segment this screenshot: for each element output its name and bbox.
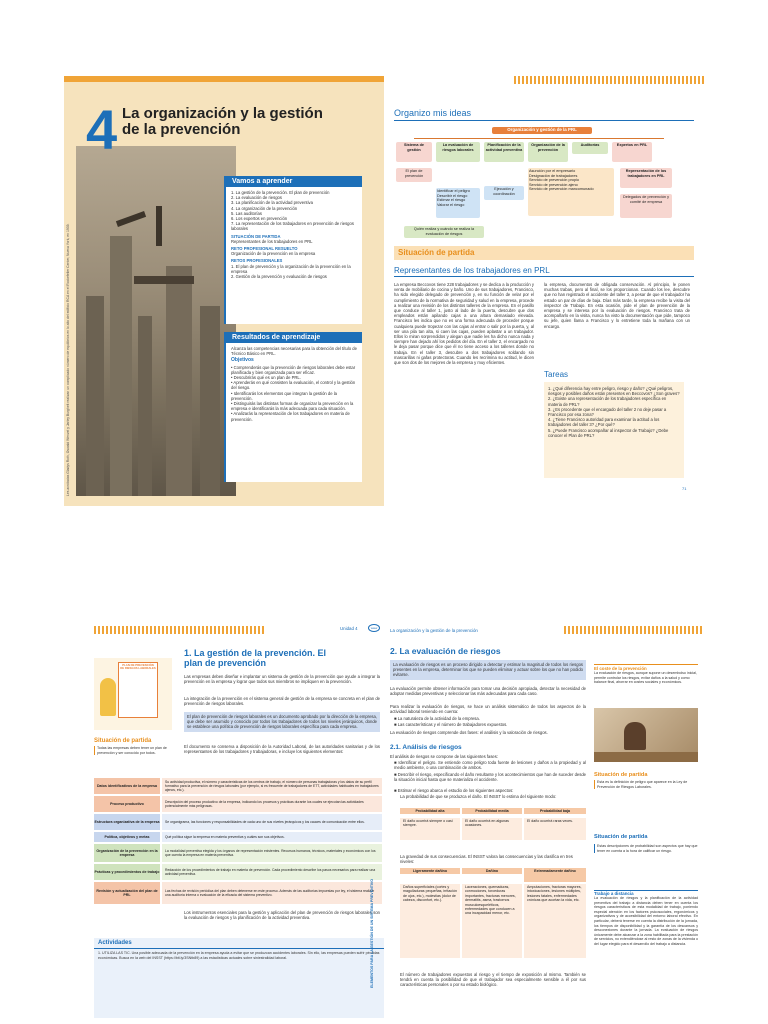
map-org-item: Asunción por el empresario: [529, 169, 576, 173]
map-ejecucion: Ejecución y coordinación: [484, 186, 524, 200]
chapter-title-line1: La organización y la gestión: [122, 105, 323, 122]
gestion-p3: El documento se conserva a disposición de la Autoridad Laboral, de las autoridades sanitarias y de los representantes de los trabajadores y trabajadoras, e incluye los siguientes elementos:: [184, 744, 380, 755]
branch-organizacion: Organización de la prevención: [528, 142, 568, 162]
gestion-instr: Los instrumentos esenciales para la gestión y aplicación del plan de prevención de riesgos laborales son la evaluación de riesgos y la planificación de la actividad preventiva.: [184, 910, 380, 921]
objetivo-item: • Distinguirás las distintas formas de organizar la prevención en la empresa e identificarás la más adecuada para cada situación.: [231, 401, 354, 412]
rp-label: RETO PROFESIONAL RESUELTO: [231, 246, 298, 252]
bottom-spread: [64, 618, 704, 1024]
row-desc: Se organigrama, las funciones y responsabilidades de cada uno de sus niveles jerárquicos y los cauces de comunicación entre ellos.: [162, 814, 382, 830]
actividades-text: 1. UTILIZA LAS TIC. Una posible adecuada de la prevención en la empresa ayuda a evitar que se produzcan accidentes laborales. Sin ello, las empresas pueden sufrir pérdidas económicas. Busca en la web del INSST (https://bit.ly/3SNtb89) a las estadísticas actuales sobre siniestralidad laboral.: [98, 951, 380, 960]
evaluacion-page: [384, 618, 704, 1024]
top-spread: [64, 76, 704, 506]
objetivo-item: • Descubrirás qué es un plan de PRL.: [231, 375, 301, 381]
plan-document: [118, 662, 158, 718]
grav-val: Daños superficiales (cortes y magulladuras pequeñas, irritación de ojos, etc.), molestias (dolor de cabeza, disconfort, etc.).: [400, 884, 460, 958]
side-tab: ELEMENTOS PARA LA GESTIÓN DE UN SISTEMA PREVENTIVO: [370, 878, 374, 988]
prob-head: Probabilidad media: [462, 808, 522, 814]
table-row: [94, 832, 382, 842]
row-label: Organización de la prevención en la empresa: [94, 844, 160, 862]
eval-bullet: ■ Las características y el número de trabajadores expuestos.: [394, 722, 508, 727]
situacion-heading: Situación de partida: [398, 248, 475, 257]
tareas-box: [544, 382, 684, 478]
divider: [394, 276, 694, 277]
map-eval-item: Describir el riesgo: [437, 193, 468, 198]
vamos-item: 7. La representación de los trabajadores en prevención de riesgos laborales: [231, 221, 354, 232]
actividades-heading: Actividades: [94, 938, 384, 949]
map-org-item: Servicio de prevención ajeno: [529, 182, 578, 187]
sp1-label: Situación de partida: [594, 772, 648, 778]
table-row: [94, 814, 382, 830]
running-head: La organización y la gestión de la prevención: [390, 628, 478, 633]
gestion-p2: La integración de la prevención en el sistema general de gestión de la empresa se concreta en el plan de prevención de riesgos laborales.: [184, 696, 380, 707]
eval-highlight: La evaluación de riesgos es un proceso dirigido a detectar y estimar la magnitud de todos los riesgos presentes en la empresa, determinar los que se pueden eliminar y actuar sobre los que no han podido evitarse.: [390, 660, 586, 680]
sp2-text: Estas descripciones de probabilidad son aspectos que hay que tener en cuenta a la hora de calificar un riesgo.: [594, 844, 698, 853]
chapter-title-line2: de la prevención: [122, 121, 241, 138]
row-desc: Descripción del proceso productivo de la empresa, indicando los procesos y prácticas durante los cuales se ejecutan las actividades potencialmente más peligrosas.: [162, 796, 382, 812]
desk: [594, 752, 698, 762]
unit-label: Unidad 4: [340, 626, 358, 631]
organizo-heading: Organizo mis ideas: [394, 108, 472, 118]
eval-p2: Para realizar la evaluación de riesgos, se hace un análisis sistemático de todos los aspectos de la actividad laboral teniendo en cuenta:: [390, 704, 586, 715]
branch-evaluacion: La evaluación de riesgos laborales: [436, 142, 480, 162]
resultados-list: [226, 343, 362, 425]
eval-p4: El análisis de riesgos se compone de las siguientes fases:: [390, 754, 499, 759]
objetivo-item: • Identificarás los elementos que integran la gestión de la prevención.: [231, 390, 337, 401]
vamos-box: [224, 176, 362, 324]
map-org-item: Designación de trabajadores: [529, 173, 578, 178]
sp2-label: Situación de partida: [594, 834, 648, 840]
map-quien: Quién realiza y cuándo se realiza la evaluación de riesgos: [404, 226, 484, 238]
gestion-page: [64, 618, 384, 1024]
coste-text: La evaluación de riesgos, aunque supone un desembolso inicial, permite controlar los riesgos, evitar daños a la salud y como balance final, ahorrar en costes sociales y económicos.: [594, 671, 697, 685]
organizo-page: [384, 76, 704, 506]
vamos-item: 2. La evaluación de riesgos: [231, 195, 282, 201]
row-desc: Redacción de los procedimientos de trabajo en materia de prevención. Cada procedimiento describe los pasos necesarios para realizar una actividad preventiva.: [162, 864, 382, 880]
eval-p3: La evaluación de riesgos comprende dos fases: el análisis y la valoración de riesgos.: [390, 730, 548, 735]
td-text: La evaluación de riesgos y la planificación de la actividad preventiva del trabajo a distancia deben tener en cuenta los riesgos característicos de esta modalidad de trabajo, poniendo especial atención en los factores psicosociales, ergonómicos y organizativos y de accesibilidad del entorno laboral efectivo. En particular, deberá tenerse en cuenta la distribución de la jornada, los tiempos de disponibilidad y la garantía de los descansos y desconexiones durante la jornada. La evaluación de riesgos únicamente debe alcanzar a la zona habilitada para la prestación de servicios, no extendiéndose al resto de zonas de la vivienda o del lugar elegido para el desarrollo del trabajo a distancia.: [594, 896, 698, 946]
row-label: Política, objetivos y metas: [94, 832, 160, 842]
map-delegados: Delegados de prevención y comité de empresa: [620, 194, 672, 218]
situacion-subtitle: Representantes de los trabajadores en PRL: [394, 266, 550, 275]
row-label: Estructura organizativa de la empresa: [94, 814, 160, 830]
chapter-opener-page: [64, 76, 384, 506]
table-row: [94, 844, 382, 862]
gestion-heading: 1. La gestión de la prevención. El plan de prevención: [184, 648, 327, 668]
tareas-heading: Tareas: [544, 370, 569, 379]
eval-bullet: ■ La naturaleza de la actividad de la empresa.: [394, 716, 480, 721]
row-label: Revisión y actualización del plan de PRL: [94, 882, 160, 904]
header-stripe: [514, 76, 704, 84]
map-org-item: Servicio de prevención propio: [529, 178, 580, 183]
branch-sistema: Sistema de gestión: [396, 142, 432, 162]
prob-table: [400, 808, 586, 848]
vamos-list: [226, 187, 362, 282]
grav-val: Amputaciones, fracturas mayores, intoxicaciones, lesiones múltiples, lesiones fatales, enfermedades crónicas que acortan la vida, etc.: [524, 884, 586, 958]
map-eval-item: Estimar el riesgo: [437, 198, 466, 203]
grav-head: Extremadamente dañino: [524, 868, 586, 882]
grav-head: Dañino: [462, 868, 522, 874]
prob-val: El daño ocurrirá siempre o casi siempre.: [400, 818, 460, 840]
resultados-heading: Resultados de aprendizaje: [226, 332, 362, 343]
table-row: [94, 864, 382, 880]
row-label: Proceso productivo: [94, 796, 160, 812]
situacion-band: [394, 246, 694, 260]
office-photo: [594, 708, 698, 762]
trabajo-distancia-box: [594, 890, 698, 1016]
vamos-item: 6. Los expertos en prevención: [231, 216, 288, 222]
map-eval-item: Valorar el riesgo: [437, 202, 465, 207]
tarea-item: 1. ¿Qué diferencia hay entre peligro, riesgo y daño? ¿Qué peligros, riesgos y posibles daños están presentes en Beccovos? ¿Son graves?: [548, 386, 680, 397]
vamos-item: 3. La planificación de la actividad preventiva: [231, 200, 313, 206]
branch-expertos: Expertos en PRL: [612, 142, 652, 162]
tarea-item: 4. ¿Tiene Francisco autoridad para examinar la actitud a los trabajadores del taller 3? ¿Por qué?: [548, 417, 660, 428]
header-stripe: [564, 626, 704, 634]
table-row: [94, 778, 382, 794]
map-representacion: Representación de los trabajadores en PRL: [620, 168, 672, 188]
map-plan: El plan de prevención: [396, 168, 432, 182]
coste-heading: El coste de la prevención: [594, 666, 647, 671]
map-connector: [414, 138, 664, 139]
tarea-item: 5. ¿Puede Francisco acompañar al inspector de Trabajo? ¿Debe conocer el Plan de PRL?: [548, 427, 669, 438]
vamos-item: 5. Las auditorías: [231, 210, 262, 216]
tarea-item: 3. ¿Es procedente que el encargado del taller 2 no deje pasar a Francisco por esa zona?: [548, 406, 667, 418]
eval-p1: La evaluación permite obtener información para tomar una decisión apropiada, detectar la necesidad de adoptar medidas preventivas y seleccionar las más adecuadas para cada caso.: [390, 686, 586, 697]
photo-credit: Les acróbatas Gladys Roth, Oswald Wenzel y Jarley Burghelt realizan un complicado número de equilibrios en lo alto del edificio RCA en el Rockefeller Center, Nueva York, en 1939.: [66, 223, 70, 496]
grav-table: [400, 868, 586, 968]
reto-item: 1. El plan de prevención y la organización de la prevención en la empresa: [231, 263, 351, 274]
sp-text: Todas las empresas deben tener un plan de prevención y ser conocido por todos.: [94, 746, 178, 755]
top-band: [64, 76, 384, 82]
sp1-text: Esta es la definición de peligro que aparece en la Ley de Prevención de Riesgos Laborales.: [594, 780, 698, 789]
acrobats-photo: [76, 146, 236, 496]
rp-text: Organización de la prevención en la empresa: [231, 251, 316, 257]
map-org-item: Servicio de prevención mancomunado: [529, 187, 594, 192]
person-figure: [624, 722, 646, 750]
map-root: Organización y gestión de la PRL: [492, 127, 592, 134]
sp-label: Situación de partida: [94, 738, 152, 744]
plan-document-title: PLAN DE PREVENCIÓN DE RIESGOS LABORALES: [120, 663, 156, 671]
coste-box: [594, 664, 698, 685]
fase-1: ■ Identificar el peligro. Se entiende como peligro toda fuente de lesiones y daños a la propiedad y al medio ambiente, o una combinación de ambos.: [394, 760, 587, 771]
prob-val: El daño ocurrirá raras veces.: [524, 818, 586, 840]
gestion-highlight: El plan de prevención de riesgos laborales es un documento aprobado por la dirección de la empresa, que debe ser asumido y conocido por todos los trabajadores de todos los niveles jerárquicos, donde se establece una política de prevención de riesgos laborales específica para cada empresa.: [184, 712, 380, 732]
prob-head: Probabilidad alta: [400, 808, 460, 814]
resultados-box: [224, 332, 362, 482]
vamos-item: 1. La gestión de la prevención. El plan de prevención: [231, 190, 330, 195]
grav-text: La gravedad de sus consecuencias. El INSST valora las consecuencias y las clasifica en tres niveles:: [400, 854, 573, 865]
chapter-number: 4: [86, 98, 118, 161]
vamos-item: 4. La organización de la prevención: [231, 205, 298, 211]
branch-auditorias: Auditorías: [572, 142, 608, 154]
num-text: El número de trabajadores expuestos al riesgo y el tiempo de exposición al mismo. También se tendrá en cuenta la posibilidad de que el trabajador sea especialmente sensible a él por sus características personales o por su estado biológico.: [400, 972, 586, 988]
map-org-list: [528, 168, 614, 216]
plan-illustration: [94, 658, 172, 730]
sp-label: SITUACIÓN DE PARTIDA: [231, 233, 281, 239]
row-desc: Las fechas de revisión periódica del plan deben detenerse en este proceso. Además de las auditorías impuestas por ley, el sistema realizar una auditoría interna o evaluación de la eficacia del sistema preventivo.: [162, 882, 382, 904]
resultados-intro: Alcanza las competencias necesarias para la obtención del título de Técnico Básico en PRL.: [231, 346, 357, 357]
objetivos-label: Objetivos: [231, 357, 254, 364]
row-desc: La modalidad preventiva elegida y los órganos de representación existentes. Recursos humanos, técnicos, materiales y económicos con los que cuenta la empresa en materia preventiva.: [162, 844, 382, 862]
objetivo-item: • Analizarás la representación de los trabajadores en materia de prevención.: [231, 411, 350, 422]
row-label: Prácticas y procedimientos de trabajo: [94, 864, 160, 880]
objetivo-item: • Aprenderás en qué consisten la evaluación, el control y la gestión del riesgo.: [231, 380, 356, 391]
grav-head: Ligeramente dañino: [400, 868, 460, 874]
divider: [394, 120, 694, 121]
prob-head: Probabilidad baja: [524, 808, 586, 814]
tarea-item: 2. ¿Existe una representación de los trabajadores específica en materia de PRL?: [548, 396, 667, 407]
row-desc: Qué política sigue la empresa en materia preventiva y cuáles son sus objetivos.: [162, 832, 382, 842]
row-label: Datos identificativos de la empresa: [94, 778, 160, 794]
page-number: 71: [682, 486, 687, 491]
row-desc: Su actividad productiva, el número y características de los centros de trabajo, el número de personas trabajadoras y los datos de su perfil formativo para la prevención de riesgos laborales (por ejemplo, si es frecuente de trabajadores de ETT, actividades habituales en trabajadores ajenos, etc.).: [162, 778, 382, 794]
gestion-p1: Las empresas deben diseñar e implantar un sistema de gestión de la prevención que ayude a integrar la prevención en la empresa y lograr que todos sus miembros se impliquen en la prevención.: [184, 674, 380, 685]
branch-planificacion: Planificación de la actividad preventiva: [484, 142, 524, 162]
map-eval-item: Identificar el peligro: [437, 189, 470, 193]
table-row: [94, 796, 382, 812]
fase-3: ■ Estimar el riesgo abarca el estudio de los siguientes aspectos:: [394, 788, 514, 793]
objetivo-item: • Comprenderás que la prevención de riesgos laborales debe estar planificada y bien organizada para ser eficaz.: [231, 364, 356, 375]
actividades-box: [94, 938, 384, 1018]
reto-item: 2. Gestión de la prevención y evaluación de riesgos: [231, 274, 327, 280]
td-heading: Trabajo a distancia: [594, 891, 634, 896]
prob-val: El daño ocurrirá en algunas ocasiones.: [462, 818, 522, 840]
www-icon: www: [368, 624, 380, 632]
situacion-col1: La empresa Beccovos tiene 228 trabajadores y se dedica a la producción y venta de mobiliario de cocina y baño. Uno de sus trabajadores, Francisco, ha sido elegido delegado de prevención y, en su función de velar por el cumplimiento de la normativa de seguridad y salud en la empresa, procede a realizar una revisión de los distintos talleres de la empresa. En el pasillo que conduce al taller 1, justo al lado de la puerta, descubre que dos empleados están apilando cajas a una altura demasiado elevada. Francisco les indica que no es una forma adecuada de proceder porque cualquiera puede tropezar con las cajas al entrar o salir por la puerta, y, al ser una pila tan alta, si caen las cajas, pueden aplastar a un trabajador. Ellos lo miran sorprendidos y alegan que nadie les ha dicho nunca nada y siempre han dejado ahí los pedidos del día. En el taller 2, el encargado no le deja pasar porque dice que él no tiene acceso a los talleres donde no trabaja. En el taller 3, descubre a dos trabajadores soldando sin mascarillas ni gafas protectoras. Cuando les recrimina su actitud, le dicen que son dos de los mejores de la empresa y muy eficientes.: [394, 282, 534, 366]
fase-2: ■ Describir el riesgo, especificando el daño resultante y los acontecimientos que han de suceder desde la situación inicial hasta que se materializa el accidente.: [394, 772, 586, 783]
retos-label: RETOS PROFESIONALES: [231, 258, 283, 264]
situacion-col2: la empresa, documentos de obligada conservación. Al principio, le ponen muchas trabas, pero al final, se los proporcionan. Cuando los lee, descubre que no han registrado el accidente del taller 3, a pesar de que el trabajador ha estado un par de días de baja. Días más tarde, la empresa recibe la visita del inspector de Trabajo. En esta ocasión, pide el plan de prevención de la empresa y se interesa por la evaluación de riesgos. Francisco trata de acompañarlo en la visita, nunca ha visto la documentación que pide, tampoco su jefe, quien llama a Francisco y lo entretiene toda la mañana con un encargo.: [544, 282, 690, 329]
chapter-title: [122, 106, 372, 138]
map-eval-list: [436, 188, 480, 218]
eval-heading: 2. La evaluación de riesgos: [390, 646, 501, 656]
vamos-heading: Vamos a aprender: [226, 176, 362, 187]
worker-figure: [100, 678, 116, 716]
prob-text: La probabilidad de que se produzca el daño. El INSST lo estima del siguiente modo:: [400, 794, 557, 799]
sp-text: Representantes de los trabajadores en PRL: [231, 238, 313, 244]
grav-val: Laceraciones, quemaduras, conmociones, torceduras importantes, fracturas menores, dermatitis, asma, trastornos musculoesqueléticos, enfermedades que conducen a una incapacidad menor, etc.: [462, 884, 522, 958]
eval-sub: 2.1. Análisis de riesgos: [390, 744, 462, 751]
header-stripe: [94, 626, 264, 634]
table-row: [94, 882, 382, 904]
